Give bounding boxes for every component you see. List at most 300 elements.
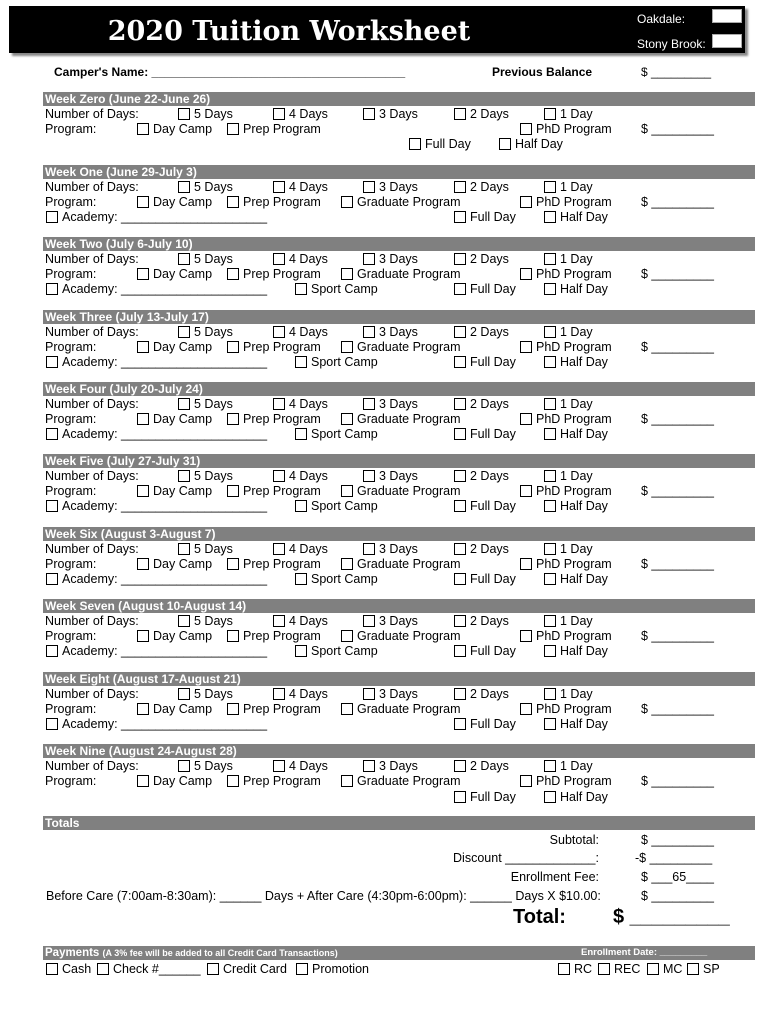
full-day-checkbox[interactable] xyxy=(454,573,466,585)
week-amount[interactable]: $ _________ xyxy=(641,484,714,498)
phd-program-checkbox[interactable] xyxy=(520,558,532,570)
two-days-label: 2 Days xyxy=(470,325,509,339)
graduate-program-checkbox[interactable] xyxy=(341,703,353,715)
two-days-label: 2 Days xyxy=(470,687,509,701)
three-days-checkbox[interactable] xyxy=(363,181,375,193)
day-camp-checkbox[interactable] xyxy=(137,703,149,715)
prep-program-label: Prep Program xyxy=(243,267,321,281)
program-label: Program: xyxy=(45,484,97,498)
discount-label[interactable]: Discount _____________: xyxy=(453,851,599,865)
one-day-checkbox[interactable] xyxy=(544,253,556,265)
rec-checkbox[interactable] xyxy=(598,963,610,975)
three-days-checkbox[interactable] xyxy=(363,108,375,120)
sport-camp-checkbox[interactable] xyxy=(295,428,307,440)
academy-field[interactable]: Academy: _____________________ xyxy=(62,499,268,513)
sport-camp-checkbox[interactable] xyxy=(295,283,307,295)
day-camp-checkbox[interactable] xyxy=(137,558,149,570)
three-days-checkbox[interactable] xyxy=(363,398,375,410)
four-days-label: 4 Days xyxy=(289,107,328,121)
academy-checkbox[interactable] xyxy=(46,428,58,440)
full-day-checkbox[interactable] xyxy=(409,138,421,150)
five-days-label: 5 Days xyxy=(194,180,233,194)
three-days-label: 3 Days xyxy=(379,252,418,266)
phd-program-label: PhD Program xyxy=(536,557,612,571)
week-title: Week Six (August 3-August 7) xyxy=(43,527,755,541)
one-day-label: 1 Day xyxy=(560,469,593,483)
prep-program-checkbox[interactable] xyxy=(227,485,239,497)
five-days-checkbox[interactable] xyxy=(178,398,190,410)
sport-camp-checkbox[interactable] xyxy=(295,500,307,512)
phd-program-checkbox[interactable] xyxy=(520,485,532,497)
prep-program-checkbox[interactable] xyxy=(227,268,239,280)
week-title: Week Four (July 20-July 24) xyxy=(43,382,755,396)
five-days-checkbox[interactable] xyxy=(178,326,190,338)
one-day-label: 1 Day xyxy=(560,325,593,339)
half-day-checkbox[interactable] xyxy=(544,718,556,730)
full-day-label: Full Day xyxy=(470,210,516,224)
academy-field[interactable]: Academy: _____________________ xyxy=(62,355,268,369)
prep-program-label: Prep Program xyxy=(243,340,321,354)
one-day-checkbox[interactable] xyxy=(544,398,556,410)
day-camp-label: Day Camp xyxy=(153,774,213,788)
week-amount[interactable]: $ _________ xyxy=(641,702,714,716)
academy-field[interactable]: Academy: _____________________ xyxy=(62,644,268,658)
total-value[interactable]: $ _________ xyxy=(613,906,730,928)
two-days-checkbox[interactable] xyxy=(454,181,466,193)
two-days-checkbox[interactable] xyxy=(454,688,466,700)
academy-field[interactable]: Academy: _____________________ xyxy=(62,210,268,224)
week-amount[interactable]: $ _________ xyxy=(641,557,714,571)
week-title: Week Two (July 6-July 10) xyxy=(43,237,755,251)
sport-camp-label: Sport Camp xyxy=(311,499,378,513)
week-title: Week Five (July 27-July 31) xyxy=(43,454,755,468)
day-camp-label: Day Camp xyxy=(153,267,213,281)
one-day-checkbox[interactable] xyxy=(544,543,556,555)
four-days-checkbox[interactable] xyxy=(273,253,285,265)
graduate-program-checkbox[interactable] xyxy=(341,196,353,208)
three-days-checkbox[interactable] xyxy=(363,253,375,265)
payments-title: Payments xyxy=(45,947,100,959)
two-days-label: 2 Days xyxy=(470,759,509,773)
half-day-label: Half Day xyxy=(560,282,608,296)
four-days-label: 4 Days xyxy=(289,180,328,194)
five-days-label: 5 Days xyxy=(194,469,233,483)
one-day-checkbox[interactable] xyxy=(544,688,556,700)
five-days-checkbox[interactable] xyxy=(178,253,190,265)
day-camp-checkbox[interactable] xyxy=(137,196,149,208)
full-day-label: Full Day xyxy=(470,572,516,586)
full-day-label: Full Day xyxy=(470,717,516,731)
day-camp-checkbox[interactable] xyxy=(137,123,149,135)
full-day-label: Full Day xyxy=(470,427,516,441)
two-days-checkbox[interactable] xyxy=(454,615,466,627)
week-amount[interactable]: $ _________ xyxy=(641,412,714,426)
week-title: Week Nine (August 24-August 28) xyxy=(43,744,755,758)
program-label: Program: xyxy=(45,557,97,571)
three-days-label: 3 Days xyxy=(379,687,418,701)
two-days-label: 2 Days xyxy=(470,397,509,411)
five-days-label: 5 Days xyxy=(194,614,233,628)
day-camp-checkbox[interactable] xyxy=(137,775,149,787)
half-day-checkbox[interactable] xyxy=(544,428,556,440)
two-days-label: 2 Days xyxy=(470,542,509,556)
half-day-checkbox[interactable] xyxy=(499,138,511,150)
four-days-label: 4 Days xyxy=(289,759,328,773)
program-label: Program: xyxy=(45,774,97,788)
two-days-checkbox[interactable] xyxy=(454,108,466,120)
day-camp-checkbox[interactable] xyxy=(137,485,149,497)
rec-label: REC xyxy=(614,962,641,976)
one-day-label: 1 Day xyxy=(560,687,593,701)
four-days-label: 4 Days xyxy=(289,614,328,628)
one-day-label: 1 Day xyxy=(560,107,593,121)
day-camp-checkbox[interactable] xyxy=(137,630,149,642)
graduate-program-label: Graduate Program xyxy=(357,557,461,571)
three-days-label: 3 Days xyxy=(379,469,418,483)
academy-checkbox[interactable] xyxy=(46,500,58,512)
four-days-label: 4 Days xyxy=(289,542,328,556)
prep-program-checkbox[interactable] xyxy=(227,413,239,425)
phd-program-label: PhD Program xyxy=(536,774,612,788)
program-label: Program: xyxy=(45,702,97,716)
days-label: Number of Days: xyxy=(45,397,139,411)
care-line[interactable]: Before Care (7:00am-8:30am): ______ Days + After Care (4:30pm-6:00pm): ______ Days X $10.00: xyxy=(46,889,601,903)
enrollment-fee-value: $ ___65____ xyxy=(641,870,714,884)
graduate-program-checkbox[interactable] xyxy=(341,558,353,570)
half-day-checkbox[interactable] xyxy=(544,356,556,368)
five-days-checkbox[interactable] xyxy=(178,760,190,772)
stony-brook-label: Stony Brook: xyxy=(637,37,706,51)
rc-checkbox[interactable] xyxy=(558,963,570,975)
full-day-checkbox[interactable] xyxy=(454,356,466,368)
two-days-label: 2 Days xyxy=(470,614,509,628)
sport-camp-label: Sport Camp xyxy=(311,355,378,369)
prep-program-label: Prep Program xyxy=(243,412,321,426)
three-days-checkbox[interactable] xyxy=(363,760,375,772)
payments-note: (A 3% fee will be added to all Credit Card Transactions) xyxy=(102,948,338,958)
enrollment-fee-label: Enrollment Fee: xyxy=(510,870,599,884)
four-days-checkbox[interactable] xyxy=(273,760,285,772)
academy-checkbox[interactable] xyxy=(46,211,58,223)
prep-program-label: Prep Program xyxy=(243,629,321,643)
full-day-label: Full Day xyxy=(425,137,471,151)
phd-program-checkbox[interactable] xyxy=(520,268,532,280)
five-days-checkbox[interactable] xyxy=(178,688,190,700)
sport-camp-label: Sport Camp xyxy=(311,644,378,658)
week-title: Week Three (July 13-July 17) xyxy=(43,310,755,324)
program-label: Program: xyxy=(45,195,97,209)
four-days-checkbox[interactable] xyxy=(273,688,285,700)
phd-program-checkbox[interactable] xyxy=(520,196,532,208)
credit-card-checkbox[interactable] xyxy=(207,963,219,975)
two-days-checkbox[interactable] xyxy=(454,326,466,338)
graduate-program-checkbox[interactable] xyxy=(341,775,353,787)
day-camp-checkbox[interactable] xyxy=(137,413,149,425)
half-day-checkbox[interactable] xyxy=(544,791,556,803)
sport-camp-checkbox[interactable] xyxy=(295,573,307,585)
five-days-checkbox[interactable] xyxy=(178,543,190,555)
day-camp-label: Day Camp xyxy=(153,702,213,716)
day-camp-label: Day Camp xyxy=(153,629,213,643)
discount-value[interactable]: -$ _________ xyxy=(635,851,713,865)
program-label: Program: xyxy=(45,629,97,643)
full-day-label: Full Day xyxy=(470,355,516,369)
one-day-label: 1 Day xyxy=(560,180,593,194)
phd-program-checkbox[interactable] xyxy=(520,123,532,135)
week-title: Week Eight (August 17-August 21) xyxy=(43,672,755,686)
graduate-program-checkbox[interactable] xyxy=(341,485,353,497)
prep-program-checkbox[interactable] xyxy=(227,775,239,787)
week-amount[interactable]: $ _________ xyxy=(641,340,714,354)
phd-program-checkbox[interactable] xyxy=(520,341,532,353)
five-days-label: 5 Days xyxy=(194,325,233,339)
days-label: Number of Days: xyxy=(45,759,139,773)
graduate-program-checkbox[interactable] xyxy=(341,413,353,425)
previous-balance-label: Previous Balance xyxy=(492,65,593,79)
subtotal-value[interactable]: $ _________ xyxy=(641,833,714,847)
week-amount[interactable]: $ _________ xyxy=(641,629,714,643)
title-bar xyxy=(9,6,745,53)
phd-program-checkbox[interactable] xyxy=(520,630,532,642)
graduate-program-label: Graduate Program xyxy=(357,412,461,426)
check-checkbox[interactable] xyxy=(97,963,109,975)
five-days-label: 5 Days xyxy=(194,252,233,266)
full-day-checkbox[interactable] xyxy=(454,645,466,657)
prep-program-checkbox[interactable] xyxy=(227,196,239,208)
day-camp-checkbox[interactable] xyxy=(137,341,149,353)
sp-checkbox[interactable] xyxy=(687,963,699,975)
half-day-checkbox[interactable] xyxy=(544,283,556,295)
promotion-label: Promotion xyxy=(312,962,369,976)
four-days-checkbox[interactable] xyxy=(273,398,285,410)
prep-program-checkbox[interactable] xyxy=(227,630,239,642)
four-days-checkbox[interactable] xyxy=(273,181,285,193)
two-days-checkbox[interactable] xyxy=(454,760,466,772)
three-days-label: 3 Days xyxy=(379,759,418,773)
two-days-checkbox[interactable] xyxy=(454,470,466,482)
one-day-checkbox[interactable] xyxy=(544,181,556,193)
full-day-checkbox[interactable] xyxy=(454,428,466,440)
four-days-checkbox[interactable] xyxy=(273,615,285,627)
prep-program-label: Prep Program xyxy=(243,122,321,136)
one-day-label: 1 Day xyxy=(560,759,593,773)
mc-label: MC xyxy=(663,962,683,976)
previous-balance-value[interactable]: $ _________ xyxy=(641,65,712,79)
day-camp-label: Day Camp xyxy=(153,122,213,136)
week-title: Week Zero (June 22-June 26) xyxy=(43,92,755,106)
full-day-checkbox[interactable] xyxy=(454,791,466,803)
sport-camp-checkbox[interactable] xyxy=(295,356,307,368)
sport-camp-label: Sport Camp xyxy=(311,427,378,441)
mc-checkbox[interactable] xyxy=(647,963,659,975)
prep-program-label: Prep Program xyxy=(243,774,321,788)
program-label: Program: xyxy=(45,267,97,281)
phd-program-checkbox[interactable] xyxy=(520,775,532,787)
three-days-checkbox[interactable] xyxy=(363,326,375,338)
half-day-label: Half Day xyxy=(560,572,608,586)
rc-label: RC xyxy=(574,962,593,976)
four-days-checkbox[interactable] xyxy=(273,470,285,482)
five-days-checkbox[interactable] xyxy=(178,181,190,193)
graduate-program-label: Graduate Program xyxy=(357,774,461,788)
one-day-label: 1 Day xyxy=(560,252,593,266)
one-day-checkbox[interactable] xyxy=(544,108,556,120)
day-camp-label: Day Camp xyxy=(153,195,213,209)
days-label: Number of Days: xyxy=(45,469,139,483)
graduate-program-label: Graduate Program xyxy=(357,629,461,643)
phd-program-label: PhD Program xyxy=(536,484,612,498)
cash-checkbox[interactable] xyxy=(46,963,58,975)
two-days-checkbox[interactable] xyxy=(454,253,466,265)
days-label: Number of Days: xyxy=(45,325,139,339)
full-day-label: Full Day xyxy=(470,790,516,804)
program-label: Program: xyxy=(45,412,97,426)
full-day-checkbox[interactable] xyxy=(454,283,466,295)
four-days-label: 4 Days xyxy=(289,325,328,339)
day-camp-label: Day Camp xyxy=(153,412,213,426)
one-day-checkbox[interactable] xyxy=(544,326,556,338)
sport-camp-checkbox[interactable] xyxy=(295,645,307,657)
totals-bar: Totals xyxy=(43,816,755,830)
four-days-checkbox[interactable] xyxy=(273,326,285,338)
prep-program-checkbox[interactable] xyxy=(227,703,239,715)
graduate-program-label: Graduate Program xyxy=(357,267,461,281)
five-days-label: 5 Days xyxy=(194,542,233,556)
week-amount[interactable]: $ _________ xyxy=(641,774,714,788)
graduate-program-label: Graduate Program xyxy=(357,195,461,209)
four-days-checkbox[interactable] xyxy=(273,108,285,120)
graduate-program-checkbox[interactable] xyxy=(341,341,353,353)
three-days-label: 3 Days xyxy=(379,614,418,628)
day-camp-checkbox[interactable] xyxy=(137,268,149,280)
three-days-checkbox[interactable] xyxy=(363,543,375,555)
academy-checkbox[interactable] xyxy=(46,718,58,730)
week-amount[interactable]: $ _________ xyxy=(641,267,714,281)
phd-program-checkbox[interactable] xyxy=(520,703,532,715)
page-title: 2020 Tuition Worksheet xyxy=(107,16,471,47)
academy-field[interactable]: Academy: _____________________ xyxy=(62,572,268,586)
phd-program-label: PhD Program xyxy=(536,195,612,209)
three-days-label: 3 Days xyxy=(379,180,418,194)
academy-checkbox[interactable] xyxy=(46,573,58,585)
five-days-label: 5 Days xyxy=(194,397,233,411)
five-days-checkbox[interactable] xyxy=(178,470,190,482)
phd-program-label: PhD Program xyxy=(536,412,612,426)
five-days-checkbox[interactable] xyxy=(178,108,190,120)
half-day-label: Half Day xyxy=(560,210,608,224)
oakdale-checkbox[interactable] xyxy=(712,9,742,23)
half-day-checkbox[interactable] xyxy=(544,500,556,512)
four-days-label: 4 Days xyxy=(289,252,328,266)
academy-checkbox[interactable] xyxy=(46,356,58,368)
full-day-label: Full Day xyxy=(470,499,516,513)
half-day-checkbox[interactable] xyxy=(544,211,556,223)
week-amount[interactable]: $ _________ xyxy=(641,195,714,209)
five-days-label: 5 Days xyxy=(194,687,233,701)
five-days-label: 5 Days xyxy=(194,107,233,121)
prep-program-checkbox[interactable] xyxy=(227,558,239,570)
days-label: Number of Days: xyxy=(45,252,139,266)
payments-bar xyxy=(43,946,755,960)
graduate-program-label: Graduate Program xyxy=(357,702,461,716)
credit-card-label: Credit Card xyxy=(223,962,287,976)
three-days-checkbox[interactable] xyxy=(363,470,375,482)
two-days-checkbox[interactable] xyxy=(454,543,466,555)
days-label: Number of Days: xyxy=(45,614,139,628)
prep-program-checkbox[interactable] xyxy=(227,123,239,135)
camper-name-field[interactable]: Camper's Name: ______________________________________ xyxy=(54,65,406,79)
three-days-label: 3 Days xyxy=(379,107,418,121)
phd-program-label: PhD Program xyxy=(536,702,612,716)
three-days-label: 3 Days xyxy=(379,325,418,339)
days-label: Number of Days: xyxy=(45,180,139,194)
prep-program-label: Prep Program xyxy=(243,195,321,209)
academy-field[interactable]: Academy: _____________________ xyxy=(62,427,268,441)
academy-checkbox[interactable] xyxy=(46,283,58,295)
half-day-label: Half Day xyxy=(560,499,608,513)
full-day-label: Full Day xyxy=(470,282,516,296)
days-label: Number of Days: xyxy=(45,687,139,701)
one-day-label: 1 Day xyxy=(560,542,593,556)
sport-camp-label: Sport Camp xyxy=(311,282,378,296)
graduate-program-checkbox[interactable] xyxy=(341,630,353,642)
promotion-checkbox[interactable] xyxy=(296,963,308,975)
one-day-label: 1 Day xyxy=(560,614,593,628)
one-day-checkbox[interactable] xyxy=(544,470,556,482)
day-camp-label: Day Camp xyxy=(153,340,213,354)
two-days-label: 2 Days xyxy=(470,469,509,483)
four-days-checkbox[interactable] xyxy=(273,543,285,555)
half-day-checkbox[interactable] xyxy=(544,573,556,585)
days-label: Number of Days: xyxy=(45,107,139,121)
prep-program-checkbox[interactable] xyxy=(227,341,239,353)
program-label: Program: xyxy=(45,122,97,136)
academy-field[interactable]: Academy: _____________________ xyxy=(62,282,268,296)
one-day-checkbox[interactable] xyxy=(544,760,556,772)
phd-program-checkbox[interactable] xyxy=(520,413,532,425)
three-days-checkbox[interactable] xyxy=(363,688,375,700)
two-days-checkbox[interactable] xyxy=(454,398,466,410)
enrollment-date[interactable]: Enrollment Date: _________ xyxy=(581,947,708,958)
three-days-label: 3 Days xyxy=(379,397,418,411)
academy-field[interactable]: Academy: _____________________ xyxy=(62,717,268,731)
academy-checkbox[interactable] xyxy=(46,645,58,657)
program-label: Program: xyxy=(45,340,97,354)
prep-program-label: Prep Program xyxy=(243,702,321,716)
phd-program-label: PhD Program xyxy=(536,122,612,136)
day-camp-label: Day Camp xyxy=(153,484,213,498)
two-days-label: 2 Days xyxy=(470,180,509,194)
phd-program-label: PhD Program xyxy=(536,267,612,281)
full-day-checkbox[interactable] xyxy=(454,718,466,730)
day-camp-label: Day Camp xyxy=(153,557,213,571)
full-day-checkbox[interactable] xyxy=(454,500,466,512)
full-day-checkbox[interactable] xyxy=(454,211,466,223)
five-days-checkbox[interactable] xyxy=(178,615,190,627)
graduate-program-checkbox[interactable] xyxy=(341,268,353,280)
check-label: Check #______ xyxy=(113,962,201,976)
prep-program-label: Prep Program xyxy=(243,557,321,571)
subtotal-label: Subtotal: xyxy=(549,833,599,847)
week-amount[interactable]: $ _________ xyxy=(641,122,714,136)
three-days-label: 3 Days xyxy=(379,542,418,556)
three-days-checkbox[interactable] xyxy=(363,615,375,627)
four-days-label: 4 Days xyxy=(289,469,328,483)
care-value[interactable]: $ _________ xyxy=(641,889,714,903)
stony-brook-checkbox[interactable] xyxy=(712,34,742,48)
half-day-checkbox[interactable] xyxy=(544,645,556,657)
one-day-checkbox[interactable] xyxy=(544,615,556,627)
